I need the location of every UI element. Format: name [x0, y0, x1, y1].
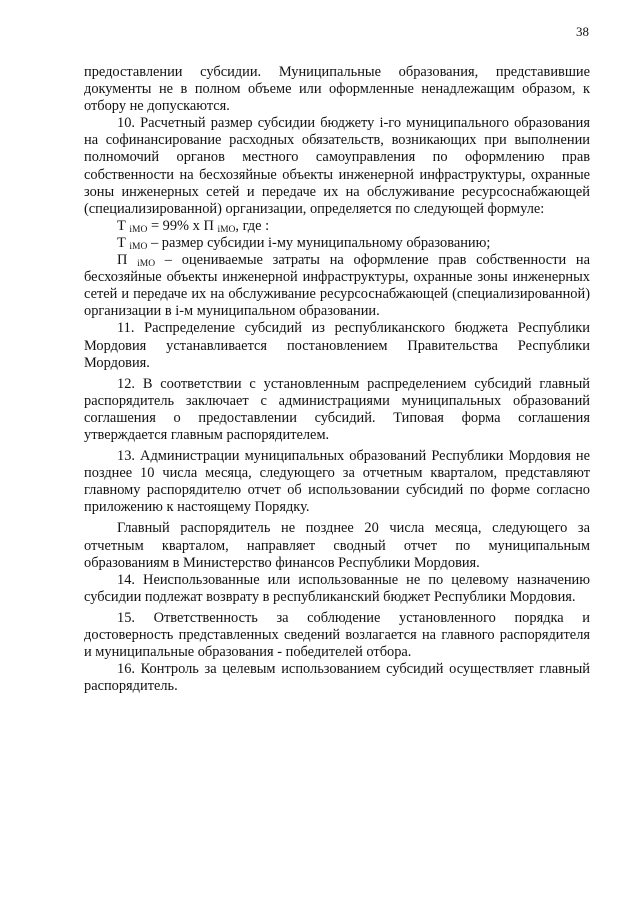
paragraph-13-continued: Главный распорядитель не позднее 20 числа месяца, следующего за отчетным кварталом, направляет сводный отчет по муниципальным образованиям в Министерство финансов Республики Мордовия.: [84, 520, 590, 571]
paragraph-14: 14. Неиспользованные или использованные не по целевому назначению субсидии подлежат возврату в республиканский бюджет Республики Мордовия.: [84, 571, 590, 605]
document-body: [84, 64, 590, 695]
formula: [84, 218, 590, 235]
definition-p-text: – оцениваемые затраты на оформление прав собственности на бесхозяйные объекты инженерной инфраструктуры, охранные зоны инженерных сетей и передаче их на обслуживание ресурсоснабжающей (специализированной) организации в i-м муниципальном образовании.: [84, 252, 590, 320]
formula-tail: , где :: [235, 217, 270, 234]
definition-p-sub: iМО: [137, 259, 156, 270]
paragraph-continuation: предоставлении субсидии. Муниципальные образования, представившие документы не в полном объеме или оформленные ненадлежащим образом, к отбору не допускаются.: [84, 64, 590, 115]
paragraph-10: 10. Расчетный размер субсидии бюджету i-го муниципального образования на софинансирование расходных обязательств, возникающих при выполнении полномочий органов местного самоуправления по оформлению прав собственности на бесхозяйные объекты инженерной инфраструктуры, охранные зоны инженерных сетей и передаче их на обслуживание ресурсоснабжающей (специализированной) организации, определяется по следующей формуле:: [84, 115, 590, 217]
definition-p: [84, 252, 590, 320]
formula-left-symbol: Т: [117, 217, 126, 234]
definition-t: [84, 235, 590, 252]
paragraph-15: 15. Ответственность за соблюдение установленного порядка и достоверность представленных сведений возлагается на главного распорядителя и муниципальные образования - победителей отбора.: [84, 609, 590, 661]
definition-t-sub: iМО: [129, 241, 148, 252]
formula-left-sub: iМО: [129, 224, 148, 235]
paragraph-13: 13. Администрации муниципальных образований Республики Мордовия не позднее 10 числа месяца, следующего за отчетным кварталом, представляют главному распорядителю отчет об использовании субсидий по форме согласно приложению к настоящему Порядку.: [84, 448, 590, 516]
definition-t-symbol: Т: [117, 234, 126, 251]
paragraph-16: 16. Контроль за целевым использованием субсидий осуществляет главный распорядитель.: [84, 661, 590, 695]
page-number: 38: [576, 24, 589, 39]
formula-right-sub: iМО: [217, 224, 236, 235]
definition-p-symbol: П: [117, 252, 128, 269]
definition-t-text: – размер субсидии i-му муниципальному образованию;: [147, 234, 491, 251]
formula-middle: = 99% х: [147, 217, 204, 234]
paragraph-11: 11. Распределение субсидий из республиканского бюджета Республики Мордовия устанавливается постановлением Правительства Республики Мордовия.: [84, 320, 590, 371]
paragraph-12: 12. В соответствии с установленным распределением субсидий главный распорядитель заключает с администрациями муниципальных образований соглашения о предоставлении субсидий. Типовая форма соглашения утверждается главным распорядителем.: [84, 375, 590, 443]
formula-right-symbol: П: [203, 217, 214, 234]
